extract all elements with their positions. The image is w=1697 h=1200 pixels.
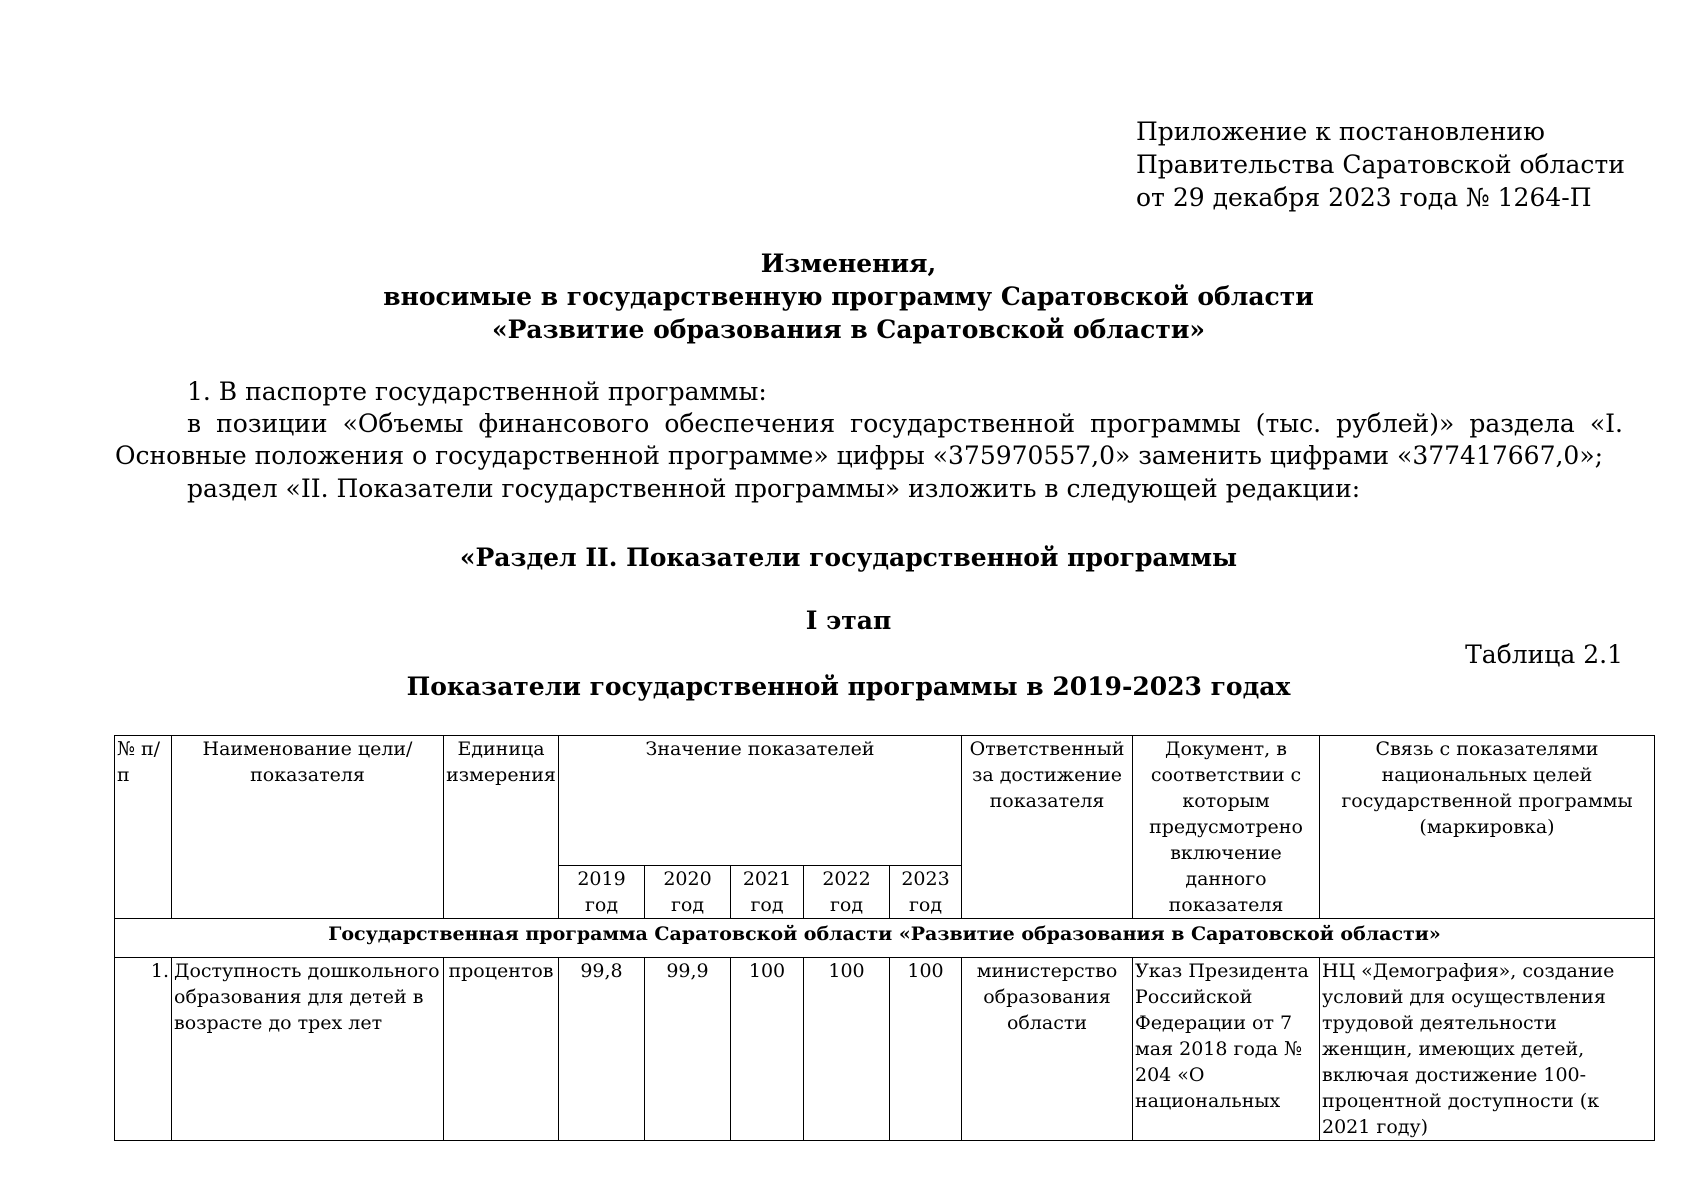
row-responsible: министерство образования области <box>962 958 1133 1141</box>
stage-title: I этап <box>805 606 892 635</box>
header-num: № п/п <box>115 736 172 919</box>
header-name: Наименование цели/показателя <box>172 736 444 919</box>
header-year: 2023 год <box>890 865 962 918</box>
paragraph-1: 1. В паспорте государственной программы: <box>187 377 767 406</box>
row-value-2020: 99,9 <box>645 958 731 1141</box>
row-value-2019: 99,8 <box>559 958 645 1141</box>
title-line-1: Изменения, <box>760 249 937 278</box>
row-document: Указ Президента Российской Федерации от 7 мая 2018 года № 204 «О национальных <box>1133 958 1320 1141</box>
row-value-2021: 100 <box>731 958 804 1141</box>
section-title: «Раздел II. Показатели государственной программы <box>459 543 1238 572</box>
header-link: Связь с показателями национальных целей государственной программы (маркировка) <box>1320 736 1655 919</box>
title-line-3: «Развитие образования в Саратовской области» <box>491 315 1205 344</box>
header-year: 2021 год <box>731 865 804 918</box>
document-title <box>0 247 1697 346</box>
paragraph-3: раздел «II. Показатели государственной программы» изложить в следующей редакции: <box>187 474 1361 503</box>
header-unit: Единица измерения <box>444 736 559 919</box>
title-line-2: вносимые в государственную программу Саратовской области <box>383 282 1314 311</box>
appendix-line-3: от 29 декабря 2023 года № 1264-П <box>1136 183 1592 212</box>
header-year: 2019 год <box>559 865 645 918</box>
header-values: Значение показателей <box>559 736 962 866</box>
paragraph-2: в позиции «Объемы финансового обеспечения государственной программы (тыс. рублей)» раздела «I. Основные положения о государственной программе» цифры «375970557,0» заменить цифрами «377417667,0»; <box>115 409 1623 470</box>
table-row <box>115 958 1655 1141</box>
header-responsible: Ответственный за достижение показателя <box>962 736 1133 919</box>
indicators-table <box>114 735 1655 1141</box>
table-header-row <box>115 736 1655 866</box>
appendix-line-1: Приложение к постановлению <box>1136 117 1545 146</box>
row-name: Доступность дошкольного образования для детей в возрасте до трех лет <box>172 958 444 1141</box>
header-year: 2020 год <box>645 865 731 918</box>
table-number: Таблица 2.1 <box>1465 640 1623 669</box>
row-num: 1. <box>115 958 172 1141</box>
row-value-2023: 100 <box>890 958 962 1141</box>
appendix-line-2: Правительства Саратовской области <box>1136 150 1625 179</box>
row-unit: процентов <box>444 958 559 1141</box>
appendix-note <box>1136 115 1656 214</box>
row-value-2022: 100 <box>804 958 890 1141</box>
table-group-row <box>115 919 1655 958</box>
row-link: НЦ «Демография», создание условий для осуществления трудовой деятельности женщин, имеющих детей, включая достижение 100-процентной доступности (к 2021 году) <box>1320 958 1655 1141</box>
table-title: Показатели государственной программы в 2019-2023 годах <box>406 672 1291 701</box>
header-year: 2022 год <box>804 865 890 918</box>
header-document: Документ, в соответствии с которым предусмотрено включение данного показателя <box>1133 736 1320 919</box>
group-title: Государственная программа Саратовской области «Развитие образования в Саратовской области» <box>115 919 1655 958</box>
